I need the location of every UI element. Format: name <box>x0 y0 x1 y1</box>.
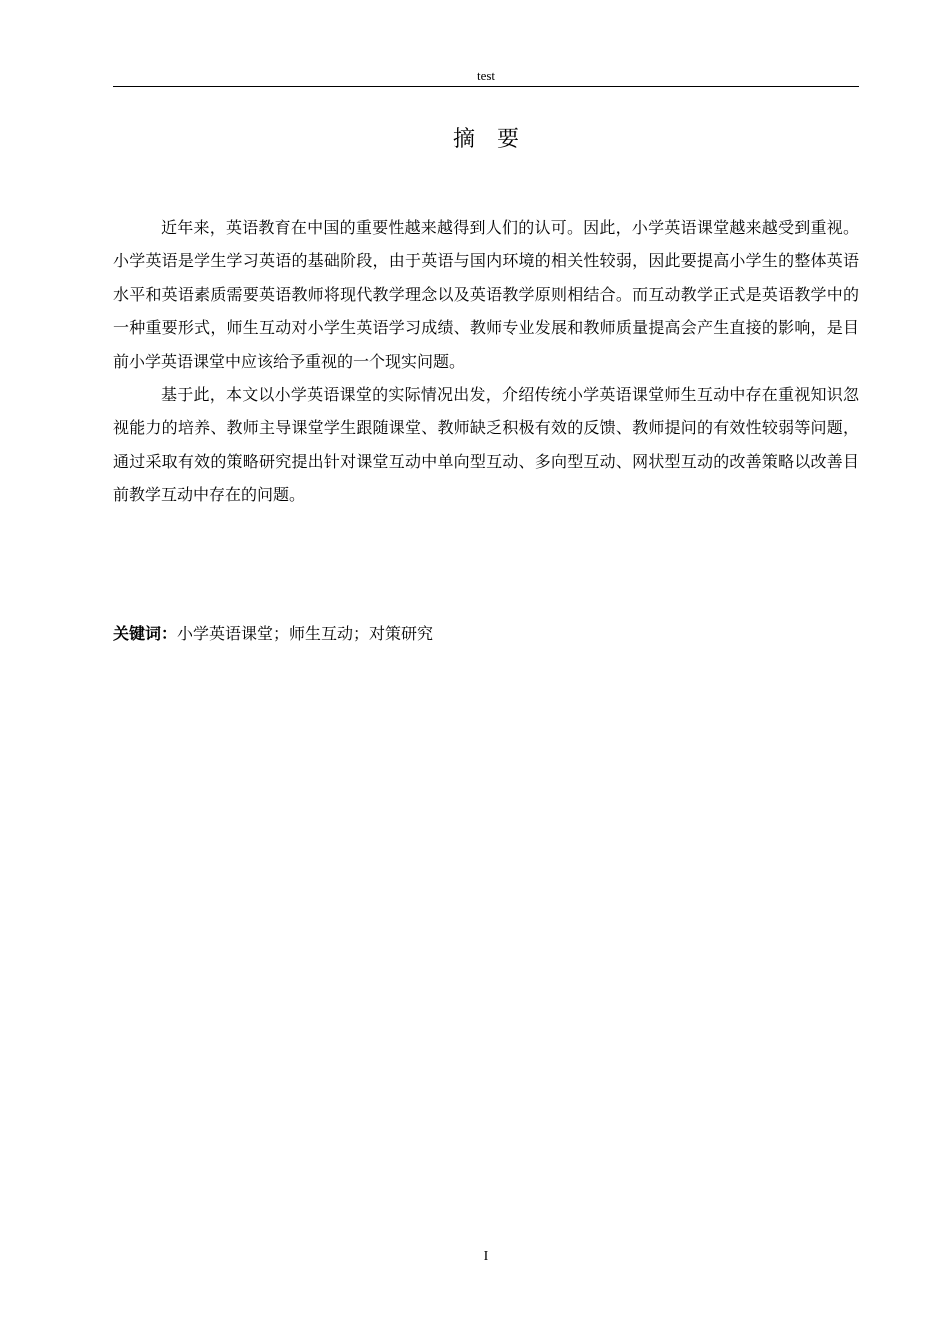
keywords-text: 小学英语课堂；师生互动；对策研究 <box>177 624 434 643</box>
page-header: test <box>476 68 496 83</box>
page-number: I <box>483 1249 489 1264</box>
keywords-label: 关键词： <box>113 624 178 643</box>
header-divider <box>113 86 859 87</box>
abstract-paragraph-2: 基于此，本文以小学英语课堂的实际情况出发，介绍传统小学英语课堂师生互动中存在重视知识忽视能力的培养、教师主导课堂学生跟随课堂、教师缺乏积极有效的反馈、教师提问的有效性较弱等问题，通过采取有效的策略研究提出针对课堂互动中单向型互动、多向型互动、网状型互动的改善策略以改善目前教学互动中存在的问题。 <box>113 385 859 505</box>
abstract-paragraph-1: 近年来，英语教育在中国的重要性越来越得到人们的认可。因此，小学英语课堂越来越受到重视。小学英语是学生学习英语的基础阶段，由于英语与国内环境的相关性较弱，因此要提高小学生的整体英语水平和英语素质需要英语教师将现代教学理念以及英语教学原则相结合。而互动教学正式是英语教学中的一种重要形式，师生互动对小学生英语学习成绩、教师专业发展和教师质量提高会产生直接的影响，是目前小学英语课堂中应该给予重视的一个现实问题。 <box>113 218 859 371</box>
abstract-title: 摘要 <box>452 127 541 152</box>
abstract-body <box>113 211 859 512</box>
keywords-line <box>113 617 859 650</box>
